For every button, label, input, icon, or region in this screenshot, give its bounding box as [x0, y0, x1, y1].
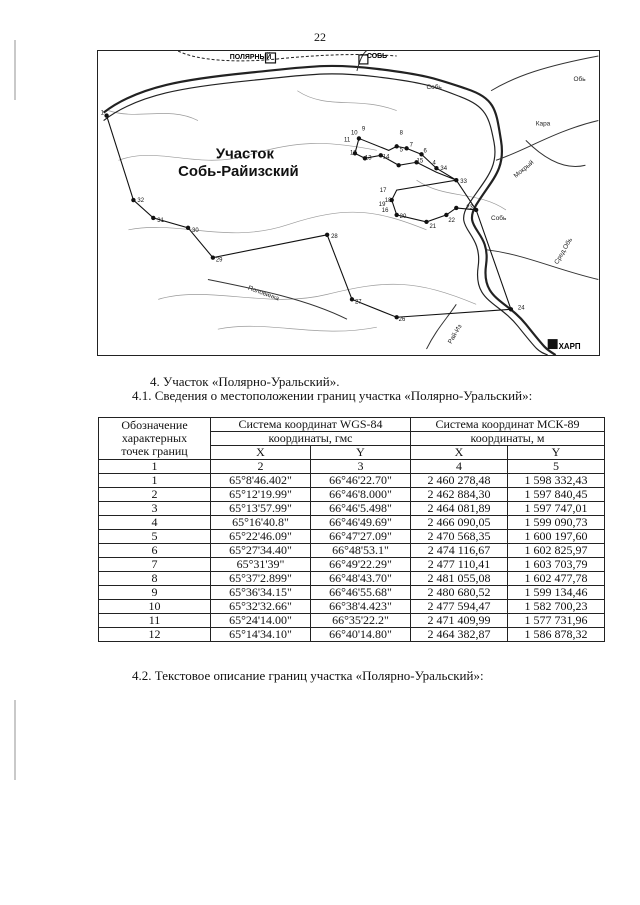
- table-cell: 65°27'34.40": [211, 544, 311, 558]
- table-cell: 2 477 594,47: [411, 600, 508, 614]
- table-row: [99, 530, 605, 544]
- table-cell: 66°46'5.498": [311, 502, 411, 516]
- site-map: [97, 50, 600, 356]
- wgs-subheader: координаты, гмс: [211, 432, 411, 446]
- wgs-header: Система координат WGS-84: [211, 418, 411, 432]
- river-kara-label: Кара: [535, 120, 551, 128]
- table-row: [99, 474, 605, 488]
- svg-text:22: 22: [448, 217, 455, 224]
- river-ob-label: Обь: [573, 75, 586, 83]
- table-cell: 1 602 825,97: [508, 544, 605, 558]
- town-polyarny: ПОЛЯРНЫЙ: [229, 53, 272, 61]
- table-cell: 8: [99, 572, 211, 586]
- coordinate-rows: [99, 474, 605, 642]
- table-cell: 66°47'27.09": [311, 530, 411, 544]
- river-polovinka-label: Половинка: [246, 284, 281, 303]
- table-cell: 2 471 409,99: [411, 614, 508, 628]
- table-cell: 66°35'22.2": [311, 614, 411, 628]
- svg-text:32: 32: [137, 198, 145, 205]
- table-cell: 1 577 731,96: [508, 614, 605, 628]
- table-cell: 2 474 116,67: [411, 544, 508, 558]
- table-cell: 65°12'19.99": [211, 488, 311, 502]
- table-cell: 7: [99, 558, 211, 572]
- svg-text:1: 1: [100, 110, 104, 117]
- boundary-points: [104, 113, 513, 319]
- svg-text:21: 21: [429, 223, 437, 230]
- table-cell: 1 599 090,73: [508, 516, 605, 530]
- river-sob2-label: Собь: [491, 214, 507, 222]
- column-number: 1: [99, 460, 211, 474]
- scan-margin-mark: [14, 700, 16, 780]
- table-cell: 1: [99, 474, 211, 488]
- table-cell: 66°38'4.423": [311, 600, 411, 614]
- svg-text:6: 6: [423, 148, 427, 155]
- table-row: [99, 572, 605, 586]
- table-cell: 65°32'32.66": [211, 600, 311, 614]
- table-row: [99, 558, 605, 572]
- svg-text:16: 16: [381, 207, 389, 214]
- table-cell: 1 600 197,60: [508, 530, 605, 544]
- table-cell: 65°14'34.10": [211, 628, 311, 642]
- table-cell: 1 603 703,79: [508, 558, 605, 572]
- coordinates-table: [98, 417, 605, 642]
- svg-text:33: 33: [460, 179, 467, 186]
- towns: [230, 52, 581, 351]
- table-cell: 5: [99, 530, 211, 544]
- table-cell: 1 598 332,43: [508, 474, 605, 488]
- river-mokry-label: Мокрый: [512, 159, 536, 180]
- svg-text:17: 17: [379, 188, 387, 195]
- table-cell: 65°16'40.8": [211, 516, 311, 530]
- table-cell: 1 602 477,78: [508, 572, 605, 586]
- table-cell: 65°31'39": [211, 558, 311, 572]
- table-cell: 65°8'46.402": [211, 474, 311, 488]
- site-title-line1: Участок: [215, 146, 274, 163]
- column-number: 2: [211, 460, 311, 474]
- table-row: [99, 586, 605, 600]
- boundary-line: [107, 116, 511, 318]
- railway: [178, 51, 397, 61]
- table-cell: 65°36'34.15": [211, 586, 311, 600]
- table-cell: 66°46'8.000": [311, 488, 411, 502]
- svg-text:15: 15: [416, 158, 424, 165]
- table-cell: 1 582 700,23: [508, 600, 605, 614]
- svg-text:20: 20: [399, 213, 407, 220]
- table-cell: 66°46'55.68": [311, 586, 411, 600]
- table-cell: 65°37'2.899": [211, 572, 311, 586]
- river-ray-label: Рай-Из: [446, 323, 464, 346]
- table-cell: 65°24'14.00": [211, 614, 311, 628]
- table-cell: 66°40'14.80": [311, 628, 411, 642]
- table-cell: 2 477 110,41: [411, 558, 508, 572]
- svg-text:19: 19: [378, 201, 386, 208]
- town-sob: СОБЬ: [366, 52, 388, 60]
- table-cell: 1 586 878,32: [508, 628, 605, 642]
- svg-text:4: 4: [432, 160, 436, 167]
- table-cell: 2 464 081,89: [411, 502, 508, 516]
- table-cell: 65°13'57.99": [211, 502, 311, 516]
- table-cell: 1 597 840,45: [508, 488, 605, 502]
- table-header-row-1: [99, 418, 605, 432]
- svg-text:18: 18: [384, 198, 392, 205]
- msk-subheader: координаты, м: [411, 432, 605, 446]
- table-cell: 1 597 747,01: [508, 502, 605, 516]
- svg-text:29: 29: [215, 257, 223, 264]
- wgs-y-header: Y: [311, 446, 411, 460]
- scan-margin-mark: [14, 40, 16, 100]
- svg-text:30: 30: [192, 227, 199, 234]
- table-cell: 66°46'49.69": [311, 516, 411, 530]
- table-cell: 2 466 090,05: [411, 516, 508, 530]
- svg-text:31: 31: [157, 217, 164, 224]
- svg-text:5: 5: [399, 147, 403, 154]
- wgs-x-header: X: [211, 446, 311, 460]
- msk-header: Система координат МСК-89: [411, 418, 605, 432]
- table-cell: 11: [99, 614, 211, 628]
- svg-text:8: 8: [399, 130, 403, 137]
- svg-text:26: 26: [398, 317, 406, 324]
- table-row: [99, 544, 605, 558]
- subsection-heading: 4.1. Сведения о местоположении границ участка «Полярно-Уральский»:: [132, 388, 533, 403]
- svg-text:9: 9: [361, 126, 366, 133]
- svg-text:27: 27: [354, 299, 362, 306]
- table-cell: 2 462 884,30: [411, 488, 508, 502]
- table-row: [99, 600, 605, 614]
- svg-text:24: 24: [517, 305, 525, 312]
- svg-text:12: 12: [349, 150, 357, 157]
- column-number: 3: [311, 460, 411, 474]
- table-row: [99, 516, 605, 530]
- table-row: [99, 628, 605, 642]
- table-cell: 9: [99, 586, 211, 600]
- msk-x-header: X: [411, 446, 508, 460]
- table-cell: 2 460 278,48: [411, 474, 508, 488]
- subsection-heading-2: 4.2. Текстовое описание границ участка «Полярно-Уральский»:: [132, 668, 484, 683]
- table-cell: 66°48'53.1": [311, 544, 411, 558]
- column-number: 4: [411, 460, 508, 474]
- table-cell: 4: [99, 516, 211, 530]
- svg-text:10: 10: [350, 130, 358, 137]
- table-cell: 66°49'22.29": [311, 558, 411, 572]
- table-row: [99, 614, 605, 628]
- svg-text:13: 13: [364, 155, 372, 162]
- river-sob-label: Собь: [426, 83, 442, 91]
- column-number-row: [99, 460, 605, 474]
- table-cell: 6: [99, 544, 211, 558]
- table-row: [99, 502, 605, 516]
- river-small-label: Сред.Обь: [553, 236, 574, 266]
- table-cell: 2 480 680,52: [411, 586, 508, 600]
- table-cell: 2 481 055,08: [411, 572, 508, 586]
- table-cell: 2: [99, 488, 211, 502]
- point-header: Обозначение характерных точек границ: [99, 418, 211, 460]
- river-labels: [247, 75, 586, 345]
- section-heading: 4. Участок «Полярно-Уральский».: [150, 374, 340, 389]
- town-harp: ХАРП: [558, 342, 581, 352]
- column-number: 5: [508, 460, 605, 474]
- table-cell: 66°48'43.70": [311, 572, 411, 586]
- table-cell: 2 470 568,35: [411, 530, 508, 544]
- svg-text:7: 7: [409, 142, 413, 149]
- msk-y-header: Y: [508, 446, 605, 460]
- table-cell: 2 464 382,87: [411, 628, 508, 642]
- svg-text:11: 11: [344, 137, 351, 144]
- svg-text:28: 28: [331, 233, 338, 240]
- page-number: 22: [314, 30, 326, 44]
- tributaries: [208, 51, 598, 352]
- table-cell: 66°46'22.70": [311, 474, 411, 488]
- table-cell: 1 599 134,46: [508, 586, 605, 600]
- table-row: [99, 488, 605, 502]
- map-canvas: [98, 51, 599, 355]
- terrain-contours: [109, 91, 506, 331]
- table-cell: 3: [99, 502, 211, 516]
- table-cell: 12: [99, 628, 211, 642]
- table-cell: 10: [99, 600, 211, 614]
- point-labels: [101, 111, 526, 324]
- svg-text:14: 14: [382, 154, 390, 161]
- svg-text:23: 23: [466, 204, 473, 211]
- site-title-line2: Собь-Райизский: [178, 164, 299, 181]
- svg-text:34: 34: [440, 166, 448, 173]
- table-cell: 65°22'46.09": [211, 530, 311, 544]
